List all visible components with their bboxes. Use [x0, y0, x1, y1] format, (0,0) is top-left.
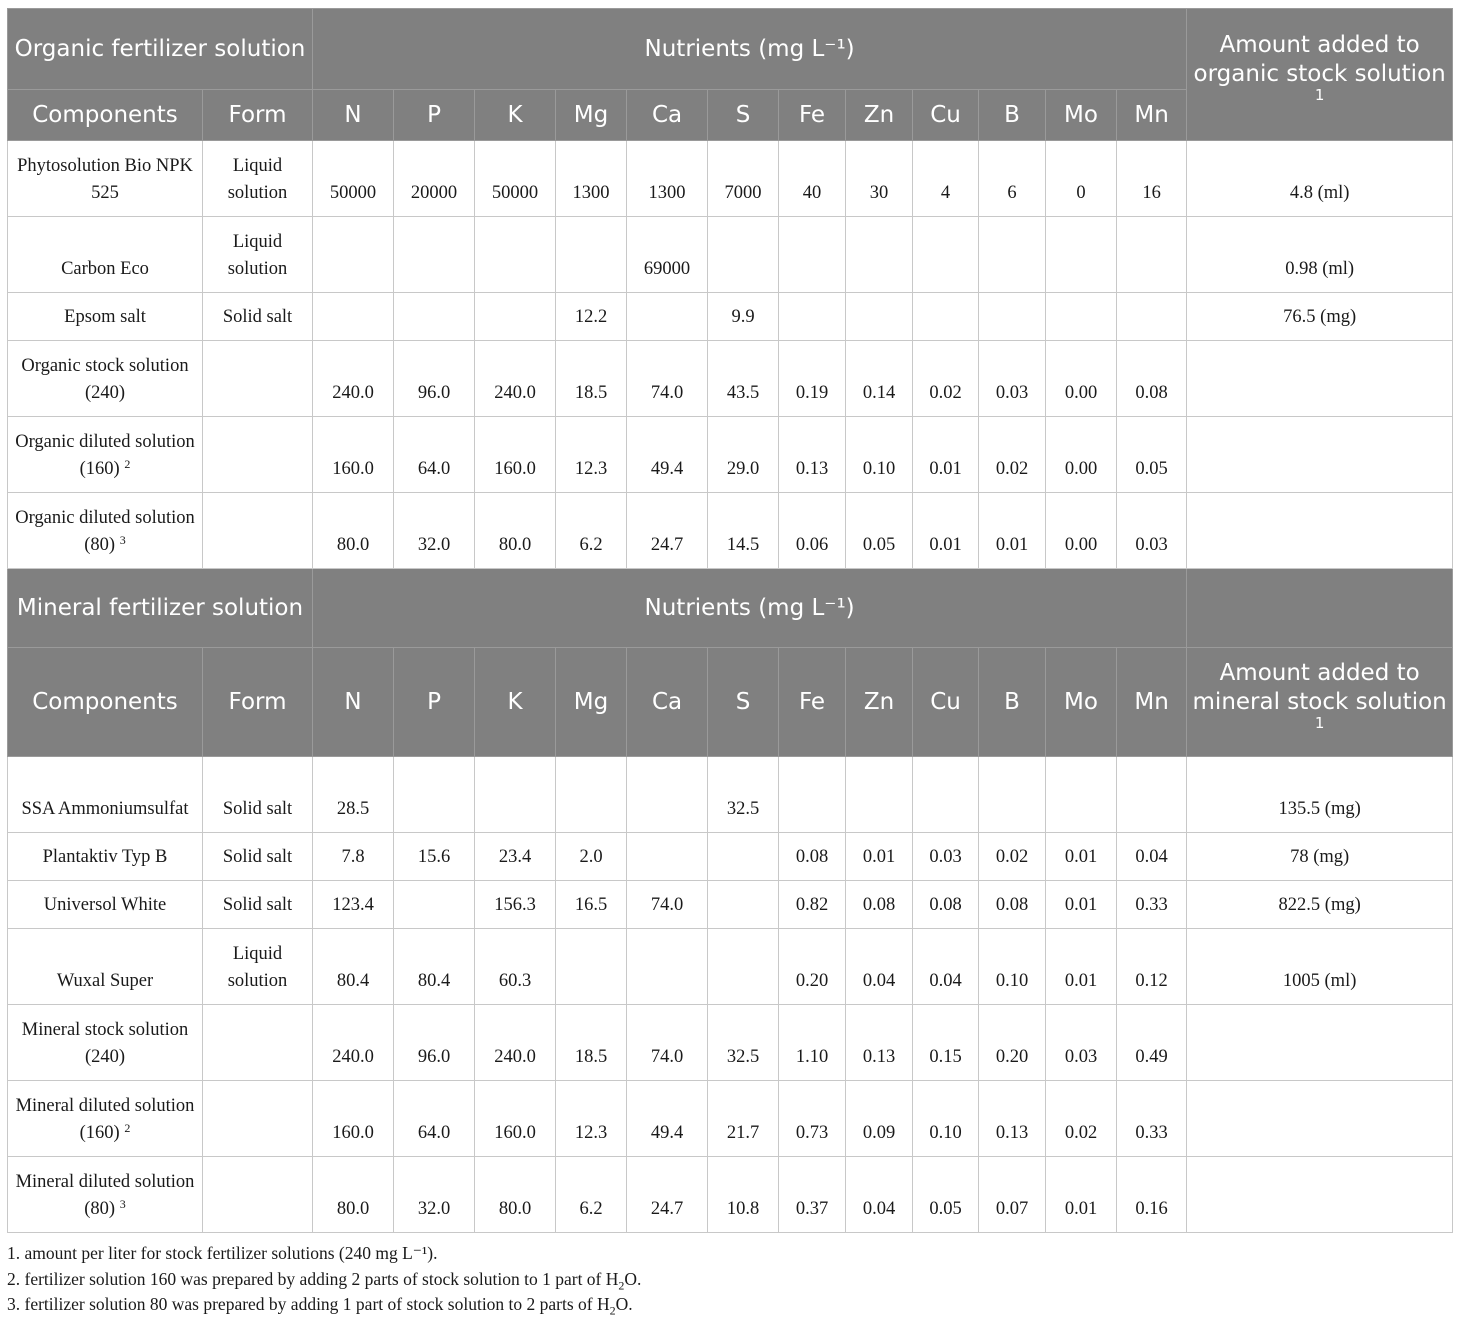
footnote-2: 2. fertilizer solution 160 was prepared by adding 2 parts of stock solution to 1 part of $H_2O$. — [7, 1268, 642, 1292]
col-nutrient-ca: Ca — [627, 90, 708, 141]
table-row — [8, 141, 1453, 217]
value-k: 80.0 — [475, 493, 556, 569]
col-form: Form — [203, 90, 313, 141]
amount-added — [1187, 1005, 1453, 1081]
mineral-table-body — [8, 757, 1453, 1233]
value-mg: 12.3 — [556, 1081, 627, 1157]
value-mn: 0.03 — [1117, 493, 1187, 569]
component-form: Solid salt — [203, 757, 313, 833]
component-form — [203, 493, 313, 569]
amount-added — [1187, 1157, 1453, 1233]
value-cu: 0.01 — [913, 417, 979, 493]
col-nutrient-fe: Fe — [779, 648, 846, 757]
value-n — [313, 217, 394, 293]
value-fe: 40 — [779, 141, 846, 217]
value-mn: 0.08 — [1117, 341, 1187, 417]
value-cu: 0.08 — [913, 881, 979, 929]
value-zn: 0.08 — [846, 881, 913, 929]
col-nutrient-b: B — [979, 648, 1046, 757]
value-b: 0.07 — [979, 1157, 1046, 1233]
value-zn: 0.05 — [846, 493, 913, 569]
amount-added: 135.5 (mg) — [1187, 757, 1453, 833]
component-name: Phytosolution Bio NPK 525 — [8, 141, 203, 217]
value-cu: 0.10 — [913, 1081, 979, 1157]
value-zn: 30 — [846, 141, 913, 217]
value-s: 9.9 — [708, 293, 779, 341]
value-mg: 18.5 — [556, 341, 627, 417]
value-p: 96.0 — [394, 341, 475, 417]
value-fe: 0.37 — [779, 1157, 846, 1233]
amount-added — [1187, 417, 1453, 493]
amount-added: 822.5 (mg) — [1187, 881, 1453, 929]
value-cu — [913, 757, 979, 833]
col-nutrient-mg: Mg — [556, 648, 627, 757]
value-p: 15.6 — [394, 833, 475, 881]
value-mg: 2.0 — [556, 833, 627, 881]
amount-added: 76.5 (mg) — [1187, 293, 1453, 341]
value-ca: 49.4 — [627, 417, 708, 493]
value-fe: 0.06 — [779, 493, 846, 569]
amount-added — [1187, 341, 1453, 417]
value-mo: 0.00 — [1046, 341, 1117, 417]
component-name: Organic diluted solution (80) $^3$ — [8, 493, 203, 569]
value-cu: 0.15 — [913, 1005, 979, 1081]
value-k: 160.0 — [475, 417, 556, 493]
value-p — [394, 293, 475, 341]
value-fe — [779, 217, 846, 293]
value-b: 0.20 — [979, 1005, 1046, 1081]
value-n: 123.4 — [313, 881, 394, 929]
component-name: SSA Ammoniumsulfat — [8, 757, 203, 833]
component-form — [203, 341, 313, 417]
col-nutrient-n: N — [313, 90, 394, 141]
value-zn: 0.04 — [846, 1157, 913, 1233]
value-zn — [846, 757, 913, 833]
value-mo: 0 — [1046, 141, 1117, 217]
value-n: 80.4 — [313, 929, 394, 1005]
value-mn — [1117, 757, 1187, 833]
value-cu: 0.05 — [913, 1157, 979, 1233]
amount-added: 0.98 (ml) — [1187, 217, 1453, 293]
value-mg: 16.5 — [556, 881, 627, 929]
col-nutrient-mn: Mn — [1117, 648, 1187, 757]
value-fe — [779, 293, 846, 341]
table-row — [8, 929, 1453, 1005]
value-n: 50000 — [313, 141, 394, 217]
value-mo: 0.00 — [1046, 417, 1117, 493]
value-mg: 1300 — [556, 141, 627, 217]
value-s — [708, 881, 779, 929]
component-form: Liquid solution — [203, 929, 313, 1005]
value-s: 43.5 — [708, 341, 779, 417]
col-nutrient-mg: Mg — [556, 90, 627, 141]
table-row — [8, 757, 1453, 833]
component-name: Epsom salt — [8, 293, 203, 341]
col-nutrient-p: P — [394, 90, 475, 141]
mineral-amount-header: Amount added to mineral stock solution $^1$ — [1187, 648, 1453, 757]
component-form: Liquid solution — [203, 141, 313, 217]
value-ca: 49.4 — [627, 1081, 708, 1157]
table-footnotes — [7, 1241, 1447, 1318]
component-form — [203, 1157, 313, 1233]
value-mo: 0.01 — [1046, 833, 1117, 881]
value-n: 240.0 — [313, 341, 394, 417]
value-mn: 16 — [1117, 141, 1187, 217]
value-p: 32.0 — [394, 493, 475, 569]
value-mg: 12.3 — [556, 417, 627, 493]
component-name: Organic stock solution (240) — [8, 341, 203, 417]
col-nutrient-fe: Fe — [779, 90, 846, 141]
value-b — [979, 293, 1046, 341]
value-p — [394, 217, 475, 293]
col-nutrient-n: N — [313, 648, 394, 757]
value-b: 0.03 — [979, 341, 1046, 417]
col-nutrient-s: S — [708, 90, 779, 141]
value-b: 0.10 — [979, 929, 1046, 1005]
value-mn: 0.33 — [1117, 881, 1187, 929]
value-zn: 0.01 — [846, 833, 913, 881]
value-s: 14.5 — [708, 493, 779, 569]
value-ca: 69000 — [627, 217, 708, 293]
value-mn — [1117, 217, 1187, 293]
table-row — [8, 1157, 1453, 1233]
value-k: 80.0 — [475, 1157, 556, 1233]
mineral-nutrients-header: Nutrients (mg L⁻¹) — [313, 569, 1187, 648]
table-row — [8, 1081, 1453, 1157]
value-ca — [627, 833, 708, 881]
component-name: Organic diluted solution (160) $^2$ — [8, 417, 203, 493]
col-nutrient-b: B — [979, 90, 1046, 141]
footnote-1: 1. amount per liter for stock fertilizer solutions (240 mg L⁻¹). — [7, 1243, 438, 1263]
table-row — [8, 217, 1453, 293]
organic-section-title: Organic fertilizer solution — [8, 9, 313, 90]
value-mg — [556, 757, 627, 833]
organic-nutrients-header: Nutrients (mg L⁻¹) — [313, 9, 1187, 90]
value-n: 7.8 — [313, 833, 394, 881]
value-b: 0.02 — [979, 833, 1046, 881]
amount-added — [1187, 493, 1453, 569]
value-n: 160.0 — [313, 417, 394, 493]
value-mg — [556, 217, 627, 293]
component-name: Mineral diluted solution (160) $^2$ — [8, 1081, 203, 1157]
value-ca: 74.0 — [627, 1005, 708, 1081]
value-b: 0.13 — [979, 1081, 1046, 1157]
value-ca: 24.7 — [627, 493, 708, 569]
value-cu: 0.03 — [913, 833, 979, 881]
col-nutrient-p: P — [394, 648, 475, 757]
value-cu: 0.01 — [913, 493, 979, 569]
value-mg: 6.2 — [556, 493, 627, 569]
value-mo: 0.03 — [1046, 1005, 1117, 1081]
value-k: 240.0 — [475, 341, 556, 417]
value-zn: 0.04 — [846, 929, 913, 1005]
component-form: Solid salt — [203, 293, 313, 341]
value-cu: 0.02 — [913, 341, 979, 417]
col-nutrient-cu: Cu — [913, 648, 979, 757]
table-row — [8, 293, 1453, 341]
value-p: 96.0 — [394, 1005, 475, 1081]
col-nutrient-zn: Zn — [846, 648, 913, 757]
value-zn — [846, 217, 913, 293]
value-zn: 0.10 — [846, 417, 913, 493]
value-k — [475, 757, 556, 833]
value-mn: 0.04 — [1117, 833, 1187, 881]
value-fe — [779, 757, 846, 833]
value-ca: 74.0 — [627, 881, 708, 929]
value-mo: 0.01 — [1046, 929, 1117, 1005]
organic-table-body — [8, 141, 1453, 569]
value-fe: 0.73 — [779, 1081, 846, 1157]
component-name: Mineral diluted solution (80) $^3$ — [8, 1157, 203, 1233]
value-s — [708, 833, 779, 881]
component-form: Solid salt — [203, 833, 313, 881]
value-mn: 0.05 — [1117, 417, 1187, 493]
value-p: 32.0 — [394, 1157, 475, 1233]
component-form — [203, 417, 313, 493]
table-row — [8, 881, 1453, 929]
value-b — [979, 757, 1046, 833]
component-name: Plantaktiv Typ B — [8, 833, 203, 881]
col-nutrient-mo: Mo — [1046, 90, 1117, 141]
component-form — [203, 1005, 313, 1081]
value-b — [979, 217, 1046, 293]
value-b: 6 — [979, 141, 1046, 217]
value-cu: 0.04 — [913, 929, 979, 1005]
table-row — [8, 1005, 1453, 1081]
col-nutrient-ca: Ca — [627, 648, 708, 757]
value-mo: 0.02 — [1046, 1081, 1117, 1157]
col-components: Components — [8, 90, 203, 141]
value-k: 50000 — [475, 141, 556, 217]
table-row — [8, 833, 1453, 881]
value-fe: 0.19 — [779, 341, 846, 417]
value-fe: 0.13 — [779, 417, 846, 493]
component-form: Liquid solution — [203, 217, 313, 293]
value-s — [708, 929, 779, 1005]
amount-added — [1187, 1081, 1453, 1157]
value-n — [313, 293, 394, 341]
value-p: 80.4 — [394, 929, 475, 1005]
value-mo: 0.00 — [1046, 493, 1117, 569]
value-p: 20000 — [394, 141, 475, 217]
value-zn — [846, 293, 913, 341]
value-fe: 0.08 — [779, 833, 846, 881]
value-mn — [1117, 293, 1187, 341]
value-mg: 12.2 — [556, 293, 627, 341]
col-components: Components — [8, 648, 203, 757]
value-mo: 0.01 — [1046, 1157, 1117, 1233]
value-mg — [556, 929, 627, 1005]
value-ca — [627, 757, 708, 833]
value-zn: 0.14 — [846, 341, 913, 417]
col-nutrient-k: K — [475, 648, 556, 757]
value-mo — [1046, 293, 1117, 341]
value-fe: 0.82 — [779, 881, 846, 929]
value-ca: 74.0 — [627, 341, 708, 417]
value-ca: 1300 — [627, 141, 708, 217]
amount-added: 4.8 (ml) — [1187, 141, 1453, 217]
value-mo — [1046, 757, 1117, 833]
value-b: 0.08 — [979, 881, 1046, 929]
value-mn: 0.16 — [1117, 1157, 1187, 1233]
value-s: 29.0 — [708, 417, 779, 493]
fertilizer-table — [7, 8, 1453, 1233]
value-ca — [627, 929, 708, 1005]
col-form: Form — [203, 648, 313, 757]
component-form — [203, 1081, 313, 1157]
value-mg: 6.2 — [556, 1157, 627, 1233]
value-mo: 0.01 — [1046, 881, 1117, 929]
table-row — [8, 417, 1453, 493]
fertilizer-table-container — [7, 8, 1452, 1233]
value-mn: 0.12 — [1117, 929, 1187, 1005]
value-s — [708, 217, 779, 293]
value-k: 156.3 — [475, 881, 556, 929]
value-k — [475, 217, 556, 293]
value-k: 23.4 — [475, 833, 556, 881]
table-row — [8, 341, 1453, 417]
footnote-3: 3. fertilizer solution 80 was prepared by adding 1 part of stock solution to 2 parts of $H_2O$. — [7, 1294, 633, 1318]
value-mn: 0.49 — [1117, 1005, 1187, 1081]
value-k: 240.0 — [475, 1005, 556, 1081]
value-n: 160.0 — [313, 1081, 394, 1157]
value-p — [394, 757, 475, 833]
value-cu — [913, 217, 979, 293]
value-zn: 0.13 — [846, 1005, 913, 1081]
value-mo — [1046, 217, 1117, 293]
col-nutrient-mn: Mn — [1117, 90, 1187, 141]
value-p: 64.0 — [394, 1081, 475, 1157]
value-s: 32.5 — [708, 757, 779, 833]
value-mn: 0.33 — [1117, 1081, 1187, 1157]
value-ca: 24.7 — [627, 1157, 708, 1233]
col-nutrient-cu: Cu — [913, 90, 979, 141]
value-b: 0.01 — [979, 493, 1046, 569]
component-name: Universol White — [8, 881, 203, 929]
value-fe: 0.20 — [779, 929, 846, 1005]
value-k — [475, 293, 556, 341]
col-nutrient-s: S — [708, 648, 779, 757]
value-ca — [627, 293, 708, 341]
value-n: 80.0 — [313, 493, 394, 569]
col-nutrient-zn: Zn — [846, 90, 913, 141]
value-n: 240.0 — [313, 1005, 394, 1081]
value-p — [394, 881, 475, 929]
value-cu: 4 — [913, 141, 979, 217]
value-n: 80.0 — [313, 1157, 394, 1233]
col-nutrient-k: K — [475, 90, 556, 141]
value-s: 32.5 — [708, 1005, 779, 1081]
value-mg: 18.5 — [556, 1005, 627, 1081]
value-fe: 1.10 — [779, 1005, 846, 1081]
value-b: 0.02 — [979, 417, 1046, 493]
col-nutrient-mo: Mo — [1046, 648, 1117, 757]
organic-amount-header: Amount added to organic stock solution $^1$ — [1187, 9, 1453, 141]
mineral-amount-spacer — [1187, 569, 1453, 648]
mineral-section-title: Mineral fertilizer solution — [8, 569, 313, 648]
value-s: 21.7 — [708, 1081, 779, 1157]
value-s: 10.8 — [708, 1157, 779, 1233]
value-s: 7000 — [708, 141, 779, 217]
value-k: 160.0 — [475, 1081, 556, 1157]
component-form: Solid salt — [203, 881, 313, 929]
value-k: 60.3 — [475, 929, 556, 1005]
component-name: Carbon Eco — [8, 217, 203, 293]
component-name: Wuxal Super — [8, 929, 203, 1005]
value-cu — [913, 293, 979, 341]
component-name: Mineral stock solution (240) — [8, 1005, 203, 1081]
value-zn: 0.09 — [846, 1081, 913, 1157]
amount-added: 1005 (ml) — [1187, 929, 1453, 1005]
table-row — [8, 493, 1453, 569]
value-p: 64.0 — [394, 417, 475, 493]
amount-added: 78 (mg) — [1187, 833, 1453, 881]
value-n: 28.5 — [313, 757, 394, 833]
